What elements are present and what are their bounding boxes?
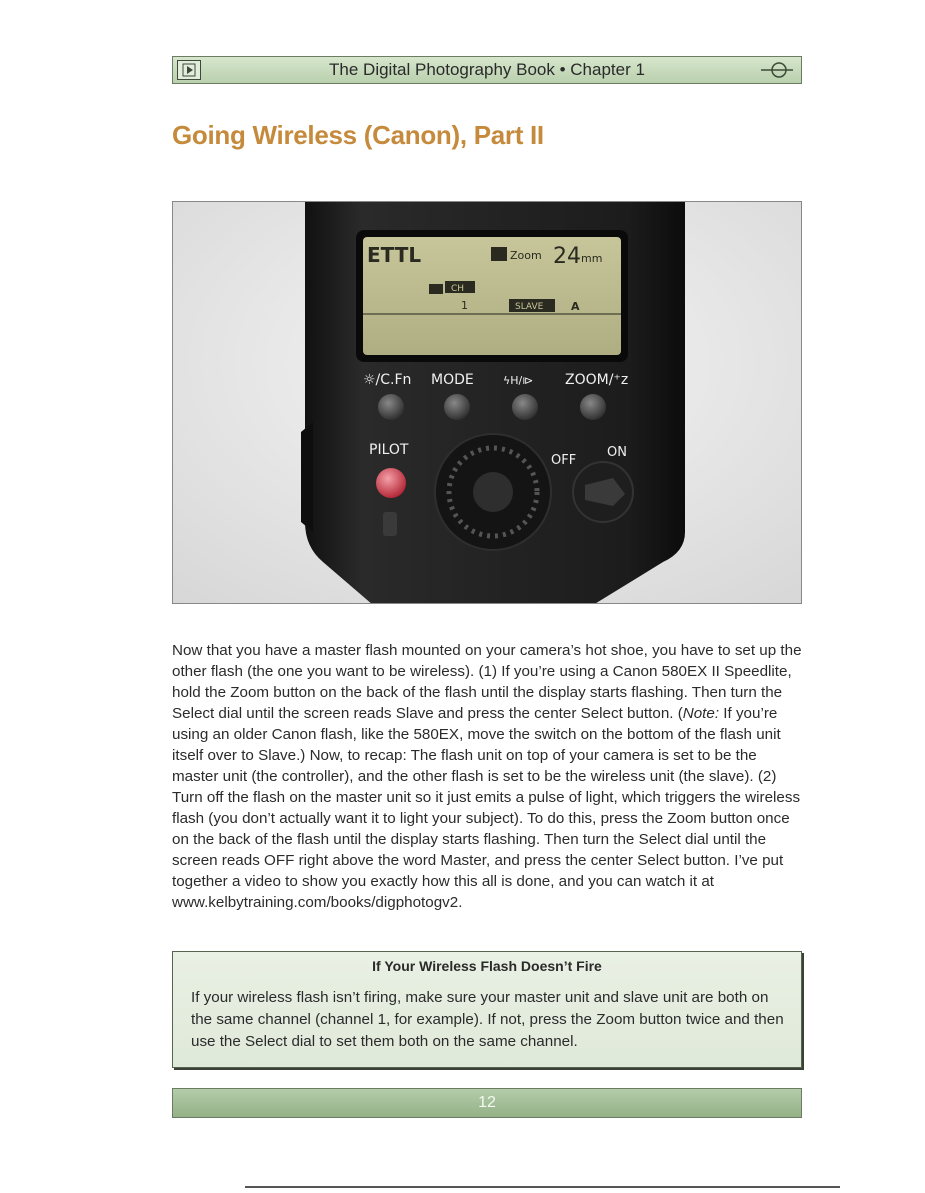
lcd-zoom-label: Zoom [510, 249, 542, 262]
mode-button[interactable] [444, 394, 470, 420]
crosshair-icon[interactable] [759, 60, 795, 80]
highspeed-button[interactable] [512, 394, 538, 420]
off-label: OFF [551, 453, 577, 468]
speedlite-illustration [173, 202, 802, 604]
lcd-channel-number: 1 [461, 299, 468, 312]
note-label: Note: [682, 705, 720, 722]
bottom-divider [245, 1186, 840, 1188]
flash-unit-photo [172, 201, 802, 604]
on-label: ON [607, 445, 627, 460]
body-paragraph [172, 640, 804, 913]
lcd-zoom-value: 24 [553, 244, 581, 269]
pilot-label: PILOT [369, 442, 409, 458]
chapter-header-bar [172, 56, 802, 84]
button-label-cfn: ☼/C.Fn [363, 372, 412, 388]
button-label-highspeed: ϟH/⧐ [503, 374, 534, 387]
body-part-2: If you’re using an older Canon flash, like the 580EX, move the switch on the bottom of the flash unit itself over to Slave.) Now, to recap: The flash unit on top of your camera is set to be the master unit (the controller), and the other flash is set to be the wireless unit (the slave). (2) Turn off the flash on the master unit so it just emits a pulse of light, which triggers the wireless flash (you don’t actually want it to light your subject). To do this, press the Zoom button once on the back of the flash until the display starts flashing. Then turn the Select dial until the screen reads OFF right above the word Master, and press the center Select button. I’ve put together a video to show you exactly how this all is done, and you can watch it at www.kelbytraining.com/books/digphotogv2. [172, 705, 801, 911]
lcd-group: A [571, 300, 580, 313]
page-title: Going Wireless (Canon), Part II [172, 120, 544, 150]
page-number: 12 [478, 1094, 496, 1111]
cfn-button[interactable] [378, 394, 404, 420]
book-chapter-title: The Digital Photography Book • Chapter 1 [329, 60, 645, 79]
lcd-channel-tag: CH [451, 284, 465, 294]
button-label-zoom: ZOOM/⁺z [565, 372, 629, 388]
tip-text: If your wireless flash isn’t firing, make sure your master unit and slave unit are both on the same channel (channel 1, for example). If not, press the Zoom button twice and then use the Select dial to set them both on the same channel. [191, 989, 784, 1050]
lcd-slave-tag: SLAVE [515, 302, 544, 312]
tip-box [172, 951, 802, 1068]
zoom-button[interactable] [580, 394, 606, 420]
tip-title: If Your Wireless Flash Doesn’t Fire [372, 958, 602, 974]
button-label-mode: MODE [431, 372, 474, 388]
pilot-button[interactable] [376, 468, 406, 498]
body-part-1: Now that you have a master flash mounted on your camera’s hot shoe, you have to set up the other flash (the one you want to be wireless). (1) If you’re using a Canon 580EX II Speedlite, hold the Zoom button on the back of the flash until the display starts flashing. Then turn the Select dial until the screen reads Slave and press the center Select button. ( [172, 642, 802, 722]
lcd-zoom-unit: mm [581, 252, 603, 265]
page-footer-bar [172, 1088, 802, 1118]
lcd-mode: ETTL [367, 243, 422, 267]
